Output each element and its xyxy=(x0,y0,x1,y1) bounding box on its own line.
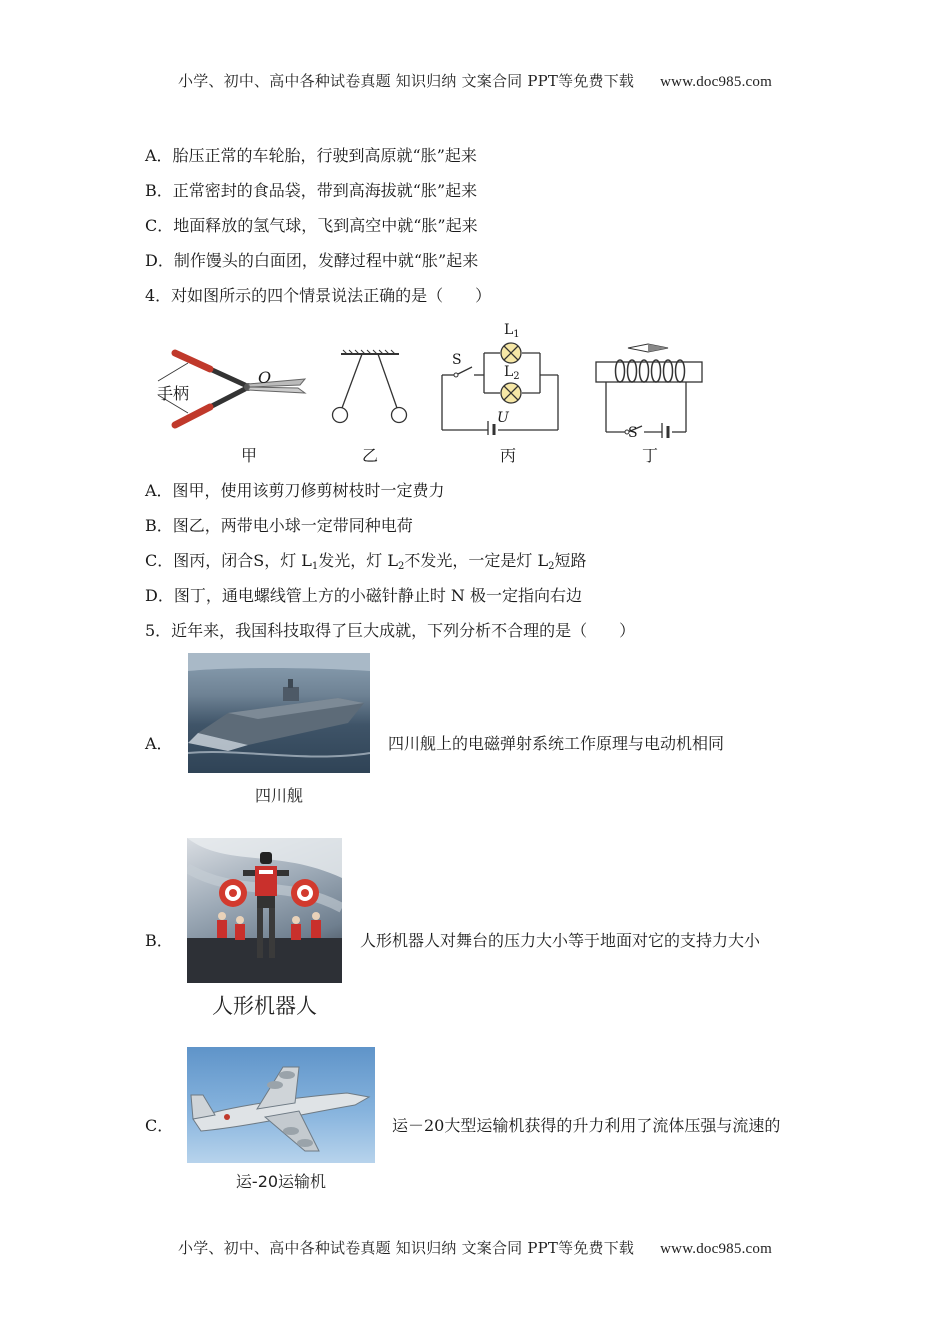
figure-yi-label: 乙 xyxy=(361,446,378,465)
photo-y20-aircraft xyxy=(187,1047,375,1163)
handle-label: 手柄 xyxy=(157,384,190,403)
q3-option-c: C．地面释放的氢气球，飞到高空中就“胀”起来 xyxy=(145,216,478,235)
q3-option-a: A．胎压正常的车轮胎，行驶到高原就“胀”起来 xyxy=(145,146,477,165)
switch-s-label-ding: S xyxy=(628,425,638,441)
lamp-l1-label: $L_1$ xyxy=(504,322,520,340)
page-header xyxy=(0,70,950,91)
q4-option-b: B．图乙，两带电小球一定带同种电荷 xyxy=(145,516,413,535)
q5-option-c-letter: C． xyxy=(145,1116,174,1135)
q5-option-c-text: 运－20大型运输机获得的升力利用了流体压强与流速的 xyxy=(392,1116,781,1135)
q4-option-c: C．图丙，闭合S，灯 $L_1$发光，灯 $L_2$不发光，一定是灯 $L_2$短路 xyxy=(145,551,587,572)
figure-ding-solenoid xyxy=(590,338,710,438)
figure-bing-label: 丙 xyxy=(499,446,516,465)
page-footer xyxy=(0,1237,950,1258)
figure-yi-charged-balls xyxy=(325,348,415,428)
q4-option-d: D．图丁，通电螺线管上方的小磁针静止时 N 极一定指向右边 xyxy=(145,586,583,605)
q3-option-b: B．正常密封的食品袋，带到高海拔就“胀”起来 xyxy=(145,181,478,200)
lamp-l2-label: $L_2$ xyxy=(504,364,520,382)
caption-humanoid-robot: 人形机器人 xyxy=(212,994,317,1018)
footer-text: 小学、初中、高中各种试卷真题 知识归纳 文案合同 PPT等免费下载 xyxy=(178,1239,635,1257)
photo-sichuan-warship xyxy=(188,653,370,773)
voltage-u-label: U xyxy=(497,410,509,426)
switch-s-label: S xyxy=(452,352,462,368)
footer-site-link[interactable]: www.doc985.com xyxy=(660,1241,772,1257)
q4-stem: 4．对如图所示的四个情景说法正确的是（ ） xyxy=(145,286,492,305)
header-text: 小学、初中、高中各种试卷真题 知识归纳 文案合同 PPT等免费下载 xyxy=(178,72,635,90)
q5-stem: 5．近年来，我国科技取得了巨大成就，下列分析不合理的是（ ） xyxy=(145,621,636,640)
photo-humanoid-robot xyxy=(187,838,342,983)
q5-option-a-letter: A． xyxy=(145,734,173,753)
header-site-link[interactable]: www.doc985.com xyxy=(660,74,772,90)
pivot-label: O xyxy=(258,368,272,387)
q3-option-d: D．制作馒头的白面团，发酵过程中就“胀”起来 xyxy=(145,251,479,270)
caption-y20: 运-20运输机 xyxy=(235,1172,327,1191)
figure-jia-label: 甲 xyxy=(240,446,257,465)
q4-option-a: A．图甲，使用该剪刀修剪树枝时一定费力 xyxy=(145,481,445,500)
q5-option-a-text: 四川舰上的电磁弹射系统工作原理与电动机相同 xyxy=(388,734,725,753)
caption-sichuan: 四川舰 xyxy=(254,786,303,805)
figure-ding-label: 丁 xyxy=(641,446,658,465)
q5-option-b-letter: B． xyxy=(145,931,173,950)
q5-option-b-text: 人形机器人对舞台的压力大小等于地面对它的支持力大小 xyxy=(360,931,761,950)
